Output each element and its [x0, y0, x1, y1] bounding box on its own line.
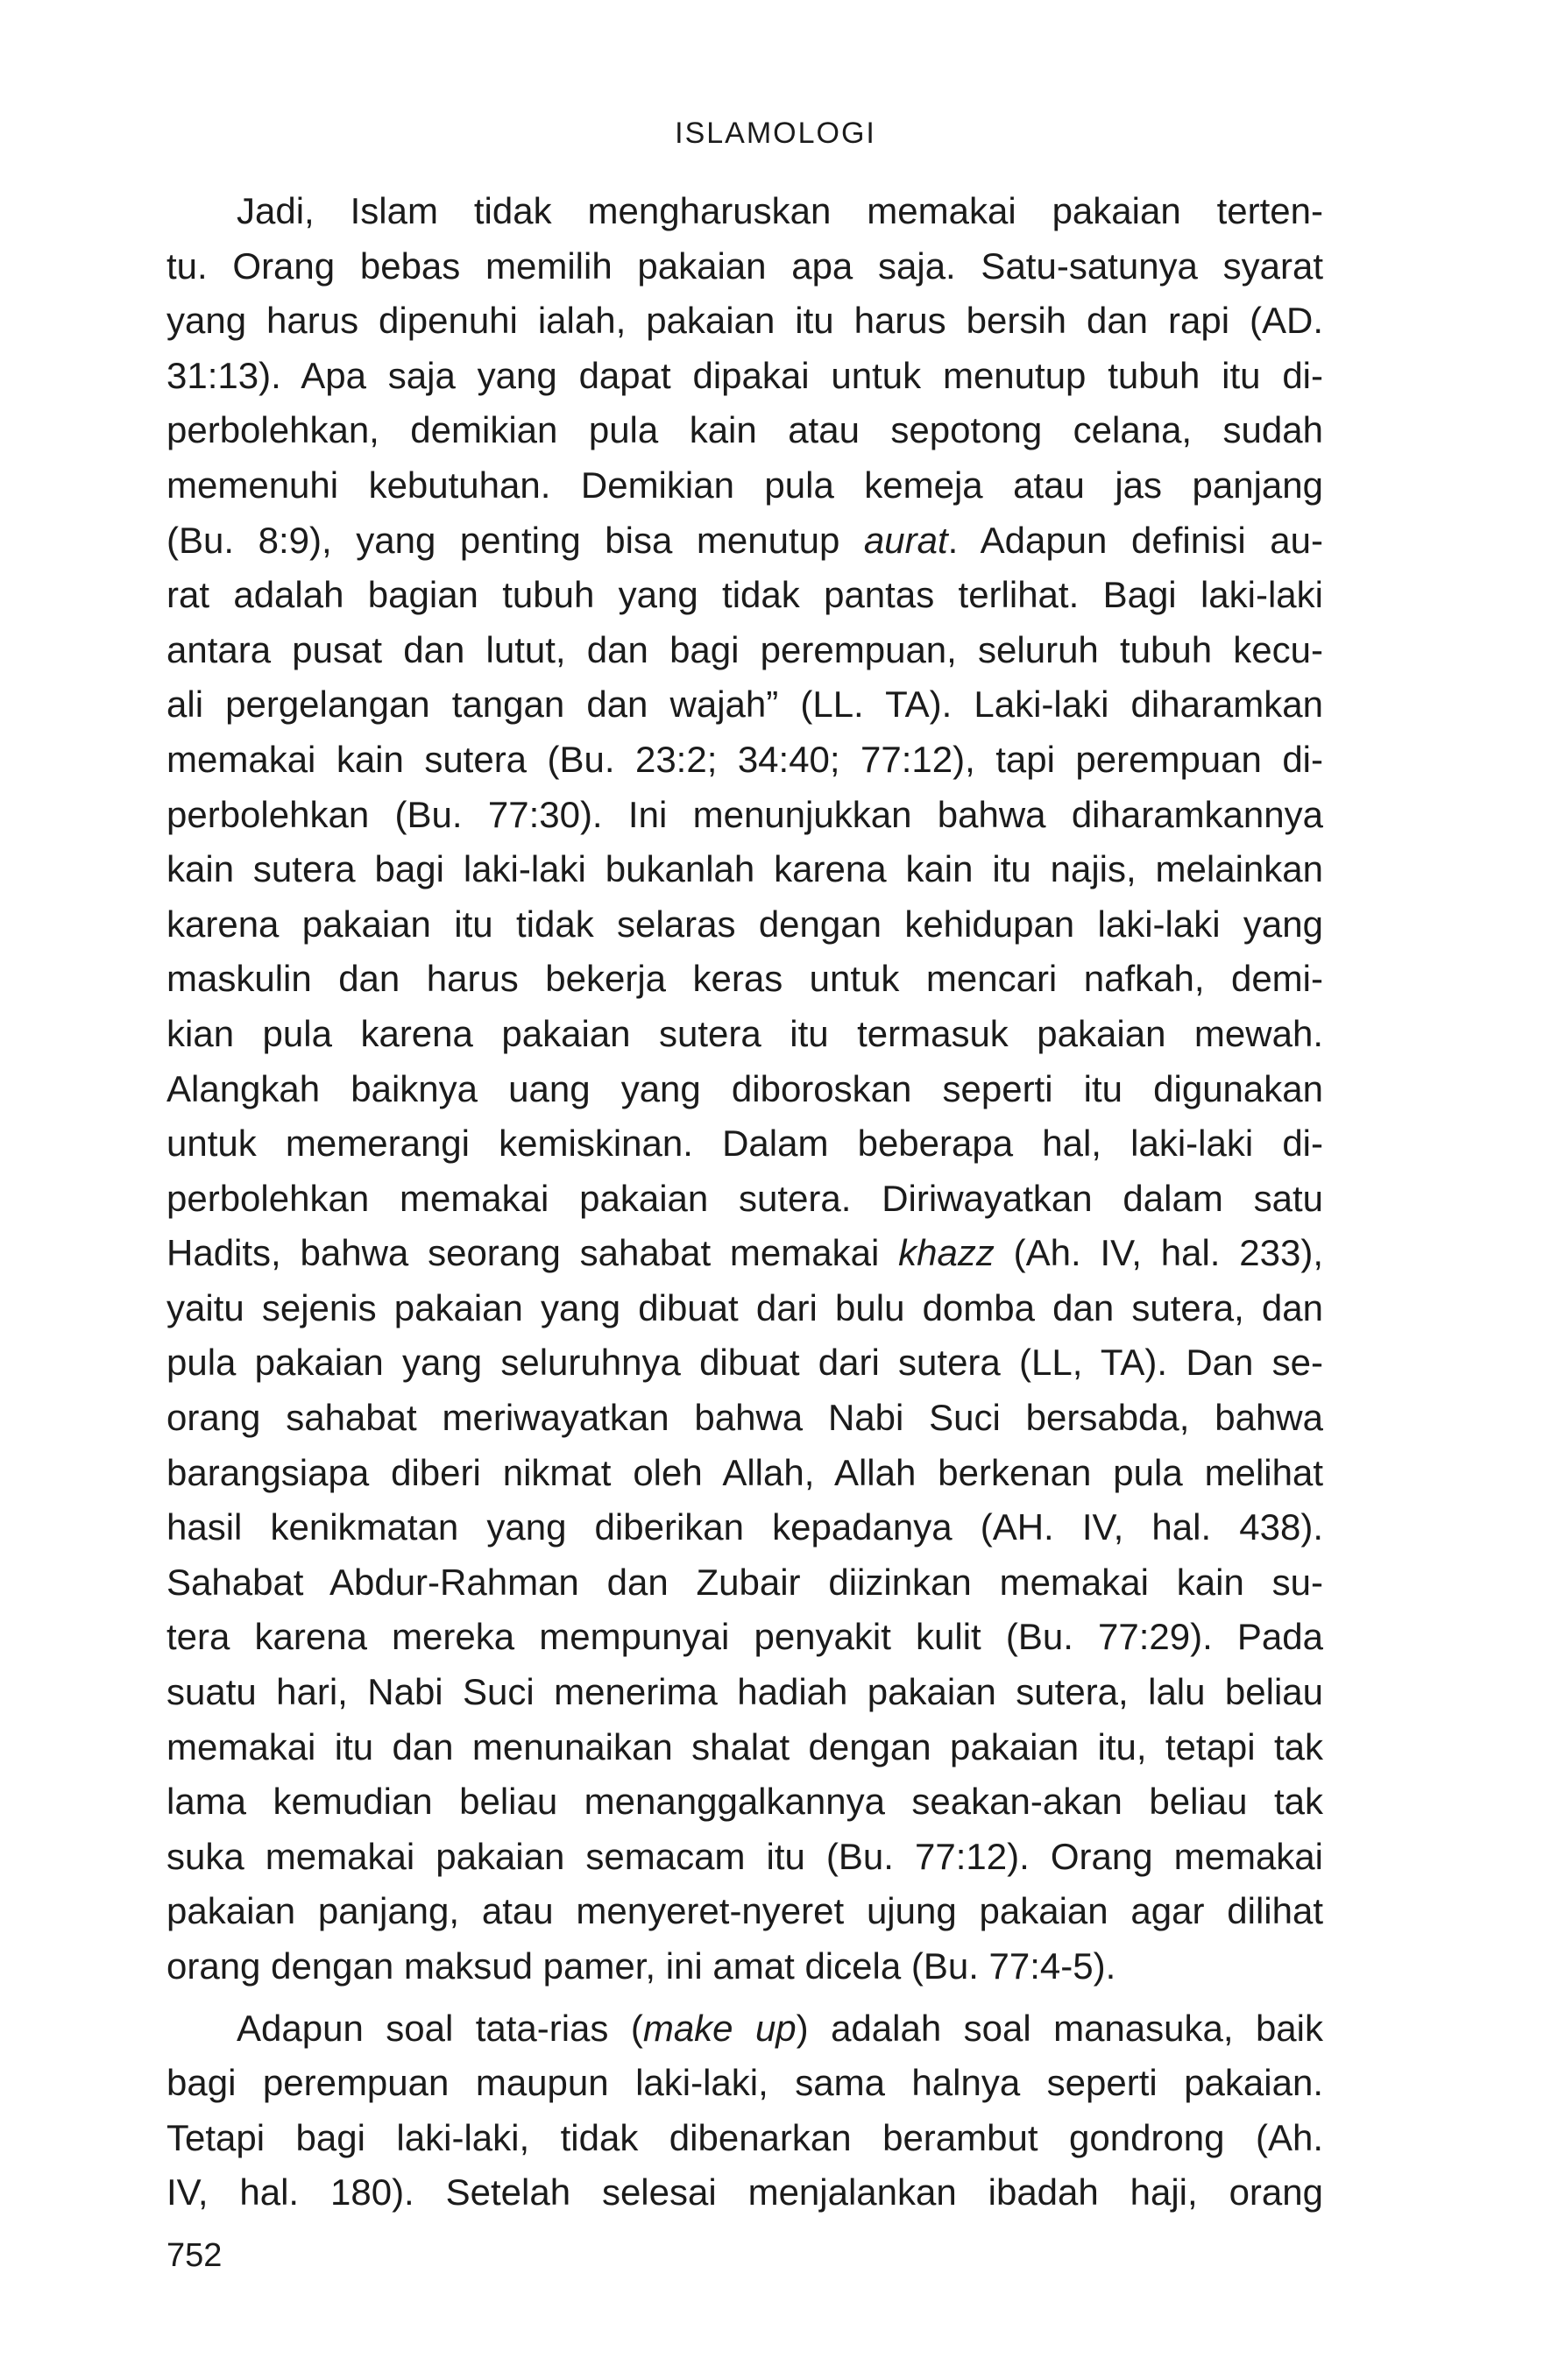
text-line: yang harus dipenuhi ialah, pakaian itu harus bersih dan rapi (AD. [166, 300, 1323, 342]
text-line: rat adalah bagian tubuh yang tidak pantas terlihat. Bagi laki-laki [166, 574, 1323, 616]
text-line: Jadi, Islam tidak mengharuskan memakai pakaian terten- [237, 190, 1323, 231]
text-line: perbolehkan (Bu. 77:30). Ini menunjukkan bahwa diharamkannya [166, 793, 1323, 835]
italic-term: khazz [898, 1232, 995, 1274]
text-line: ali pergelangan tangan dan wajah” (LL. TA). Laki-laki diharamkan [166, 684, 1323, 726]
text-line: tu. Orang bebas memilih pakaian apa saja. Satu-satunya syarat [166, 244, 1323, 287]
text-line: perbolehkan, demikian pula kain atau sepotong celana, sudah [166, 409, 1323, 451]
text-line: orang sahabat meriwayatkan bahwa Nabi Suci bersabda, bahwa [166, 1397, 1323, 1439]
paragraph-gap [166, 1994, 1323, 2001]
text-line [166, 2001, 1323, 2057]
text-line: orang dengan maksud pamer, ini amat dicela (Bu. 77:4-5). [166, 1945, 1116, 1987]
text-line: karena pakaian itu tidak selaras dengan kehidupan laki-laki yang [166, 903, 1323, 945]
body-text [166, 184, 1323, 2221]
text-line: antara pusat dan lutut, dan bagi perempuan, seluruh tubuh kecu- [166, 628, 1323, 670]
text-line: yaitu sejenis pakaian yang dibuat dari bulu domba dan sutera, dan [166, 1286, 1323, 1328]
text-line: tera karena mereka mempunyai penyakit kulit (Bu. 77:29). Pada [166, 1616, 1323, 1658]
text-line: untuk memerangi kemiskinan. Dalam beberapa hal, laki-laki di- [166, 1123, 1323, 1165]
text-line: Sahabat Abdur-Rahman dan Zubair diizinkan memakai kain su- [166, 1561, 1323, 1603]
text-line: pakaian panjang, atau menyeret-nyeret ujung pakaian agar dilihat [166, 1890, 1323, 1932]
text-line: kian pula karena pakaian sutera itu termasuk pakaian mewah. [166, 1012, 1323, 1054]
text-line: memakai kain sutera (Bu. 23:2; 34:40; 77:12), tapi perempuan di- [166, 738, 1323, 780]
text-line: IV, hal. 180). Setelah selesai menjalankan ibadah haji, orang [166, 2171, 1323, 2214]
running-head: ISLAMOLOGI [675, 117, 876, 150]
text-line: pula pakaian yang seluruhnya dibuat dari sutera (LL, TA). Dan se- [166, 1342, 1323, 1384]
text-line: memakai itu dan menunaikan shalat dengan pakaian itu, tetapi tak [166, 1725, 1323, 1767]
text-line: Tetapi bagi laki-laki, tidak dibenarkan berambut gondrong (Ah. [166, 2116, 1323, 2158]
text-segment: (Bu. 8:9), yang penting bisa menutup [166, 519, 864, 561]
text-segment: Hadits, bahwa seorang sahabat memakai [166, 1232, 899, 1274]
text-line: suatu hari, Nabi Suci menerima hadiah pakaian sutera, lalu beliau [166, 1671, 1323, 1713]
paragraph [166, 2001, 1323, 2221]
italic-term: make up [642, 2007, 797, 2049]
text-line: suka memakai pakaian semacam itu (Bu. 77:12). Orang memakai [166, 1835, 1323, 1877]
text-line: bagi perempuan maupun laki-laki, sama halnya seperti pakaian. [166, 2062, 1323, 2104]
text-line: perbolehkan memakai pakaian sutera. Diriwayatkan dalam satu [166, 1177, 1323, 1219]
text-line [166, 514, 1323, 569]
text-line [166, 1226, 1323, 1281]
page-number: 752 [166, 2237, 223, 2274]
text-segment: . Adapun definisi au- [947, 519, 1323, 561]
text-line: lama kemudian beliau menanggalkannya seakan-akan beliau tak [166, 1781, 1323, 1823]
paragraph [166, 184, 1323, 1994]
text-line: barangsiapa diberi nikmat oleh Allah, Allah berkenan pula melihat [166, 1451, 1323, 1493]
italic-term: aurat [863, 519, 948, 561]
text-line: hasil kenikmatan yang diberikan kepadanya (AH. IV, hal. 438). [166, 1506, 1323, 1548]
text-segment: Adapun soal tata-rias ( [237, 2007, 643, 2049]
text-line: 31:13). Apa saja yang dapat dipakai untuk menutup tubuh itu di- [166, 354, 1323, 396]
text-line: memenuhi kebutuhan. Demikian pula kemeja atau jas panjang [166, 464, 1323, 506]
text-line: maskulin dan harus bekerja keras untuk mencari nafkah, demi- [166, 958, 1323, 1000]
text-segment: ) adalah soal manasuka, baik [796, 2007, 1323, 2049]
text-segment: (Ah. IV, hal. 233), [994, 1232, 1323, 1274]
text-line: Alangkah baiknya uang yang diboroskan seperti itu digunakan [166, 1067, 1323, 1109]
text-line: kain sutera bagi laki-laki bukanlah karena kain itu najis, melainkan [166, 848, 1323, 890]
